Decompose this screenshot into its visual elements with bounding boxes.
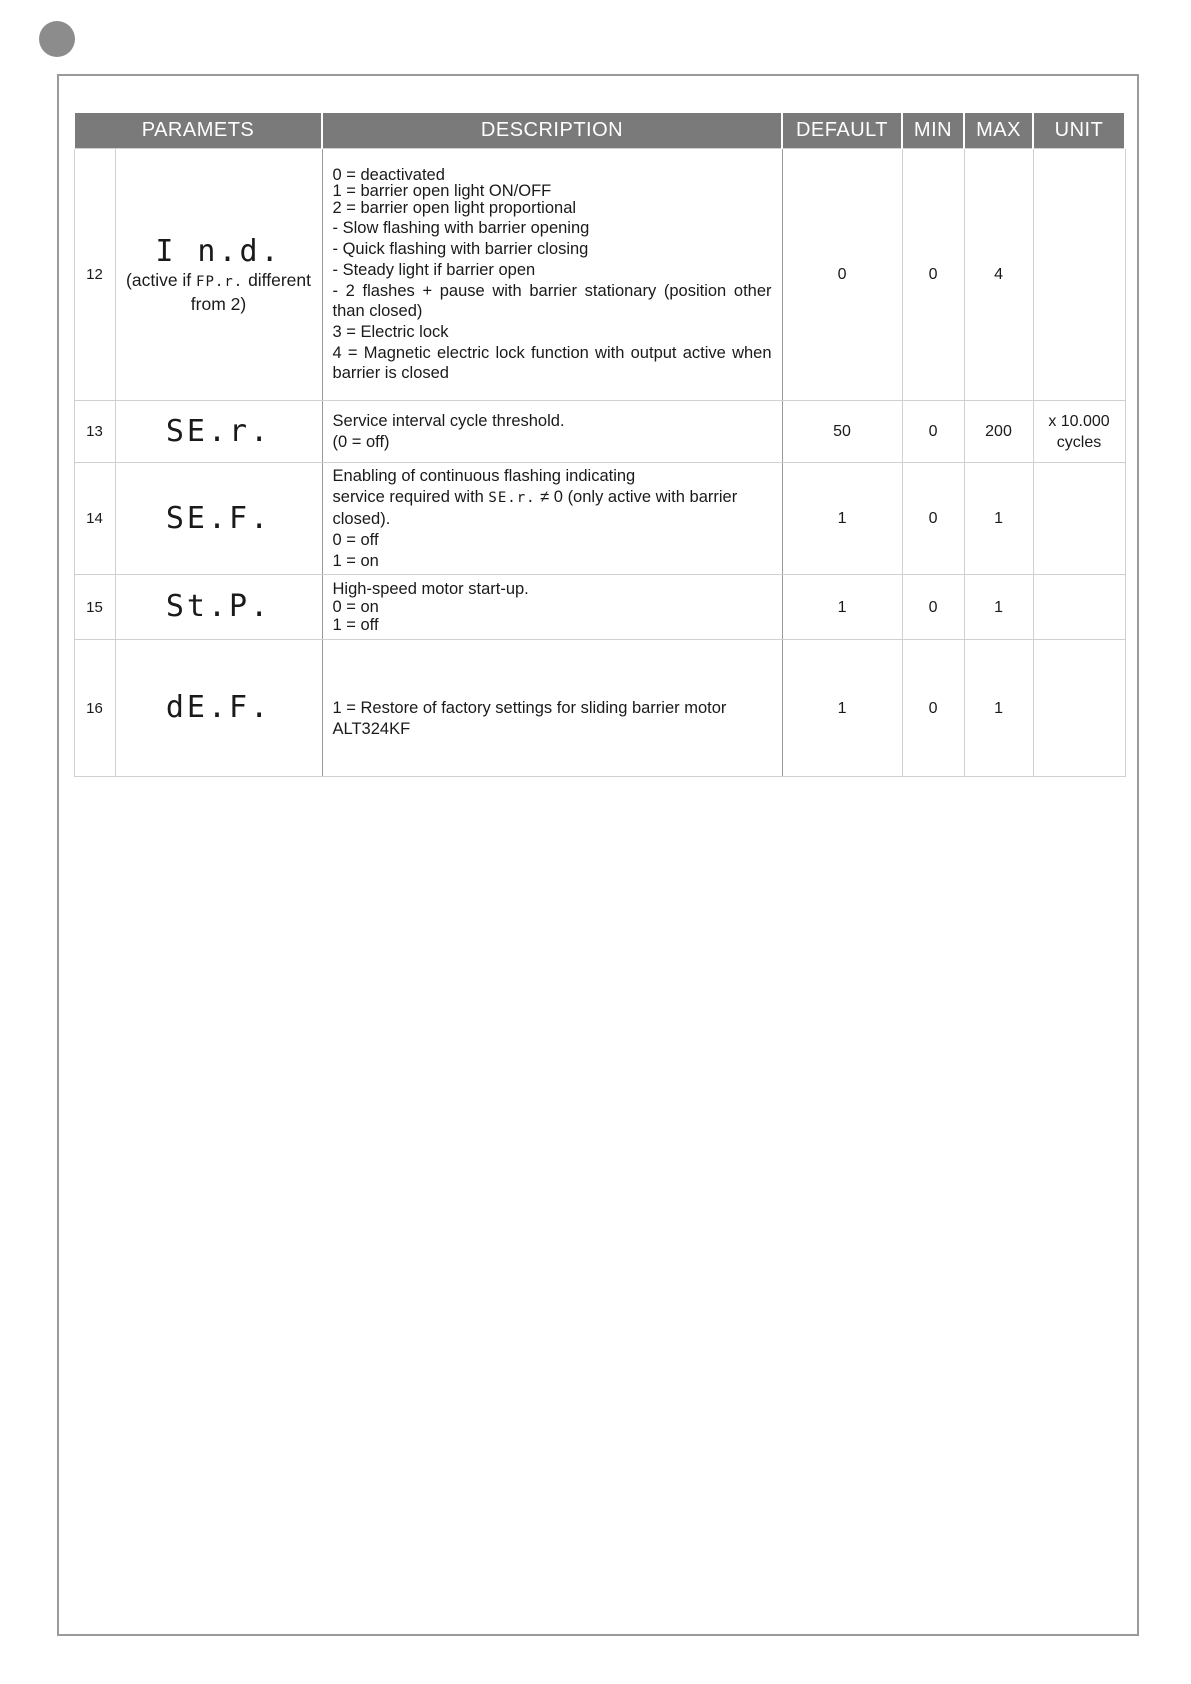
table-row [74,149,1125,401]
desc-code: SE.r. [488,489,536,506]
desc-line: Service interval cycle threshold. [332,411,565,430]
desc-line: closed). [332,509,391,528]
desc-line: - 2 flashes + pause with barrier stationary (position other [332,281,772,300]
unit-line: cycles [1056,433,1102,451]
desc-line: than closed) [332,301,423,320]
param-description [322,640,782,777]
header-default: DEFAULT [782,113,902,149]
param-unit [1033,575,1125,640]
param-note-line2: from 2) [190,293,247,314]
desc-line: Enabling of continuous flashing indicating [332,466,636,485]
desc-line: 1 = Restore of factory settings for sliding barrier motor [332,699,727,717]
param-number: 13 [74,401,115,463]
param-code-cell [115,575,322,640]
desc-line: barrier is closed [332,363,449,382]
param-default: 1 [782,640,902,777]
param-min: 0 [902,463,964,575]
param-number: 14 [74,463,115,575]
desc-line: ALT324KF [332,720,411,738]
unit-line: x 10.000 [1048,412,1110,430]
param-min: 0 [902,575,964,640]
param-max: 1 [964,575,1033,640]
param-default: 1 [782,463,902,575]
header-unit: UNIT [1033,113,1125,149]
desc-line: - Quick flashing with barrier closing [332,239,589,258]
desc-line: 3 = Electric lock [332,322,449,341]
param-unit [1033,640,1125,777]
param-number: 15 [74,575,115,640]
param-code: dE.F. [165,690,272,725]
param-code: St.P. [165,589,272,624]
table-header-row [74,113,1125,149]
param-min: 0 [902,640,964,777]
param-note [122,269,316,293]
table-row [74,575,1125,640]
header-params: PARAMETS [74,113,322,149]
param-description [322,463,782,575]
param-max: 200 [964,401,1033,463]
desc-line: - Steady light if barrier open [332,260,536,279]
param-note-text: (active if [126,269,197,290]
param-min: 0 [902,401,964,463]
param-code-cell [115,401,322,463]
param-description [322,149,782,401]
desc-line: 0 = deactivated [332,165,445,184]
param-min: 0 [902,149,964,401]
param-max: 1 [964,463,1033,575]
param-number: 16 [74,640,115,777]
table-row [74,640,1125,777]
param-code: SE.F. [165,500,272,536]
table-row [74,463,1125,575]
header-max: MAX [964,113,1033,149]
param-code-cell [115,463,322,575]
param-code-cell [115,640,322,777]
param-note-text: different [243,269,311,290]
param-max: 1 [964,640,1033,777]
desc-line: 2 = barrier open light proportional [332,198,577,217]
header-description: DESCRIPTION [322,113,782,149]
desc-line: 1 = barrier open light ON/OFF [332,181,552,200]
param-default: 1 [782,575,902,640]
param-code: I n.d. [155,233,282,269]
desc-line: (0 = off) [332,432,390,451]
param-default: 0 [782,149,902,401]
table-row [74,401,1125,463]
param-max: 4 [964,149,1033,401]
param-note-code: FP.r. [196,273,244,290]
desc-line: 1 = on [332,551,379,570]
header-min: MIN [902,113,964,149]
param-description [322,401,782,463]
param-description [322,575,782,640]
desc-line: High-speed motor start-up. [332,580,529,598]
page-marker-dot [39,21,75,57]
desc-line [333,488,772,508]
param-code-cell [115,149,322,401]
desc-line: 0 = off [332,530,379,549]
desc-line: 0 = on [332,598,379,616]
desc-text: service required with [332,487,489,506]
param-number: 12 [74,149,115,401]
param-code: SE.r. [165,413,272,449]
desc-line: 1 = off [332,616,379,634]
parameters-table [73,113,1126,777]
desc-line: - Slow flashing with barrier opening [332,218,590,237]
desc-line: 4 = Magnetic electric lock function with output active when [332,343,772,362]
param-unit [1033,463,1125,575]
param-unit [1033,401,1125,463]
param-unit [1033,149,1125,401]
desc-text: ≠ 0 (only active with barrier [535,487,738,506]
param-default: 50 [782,401,902,463]
